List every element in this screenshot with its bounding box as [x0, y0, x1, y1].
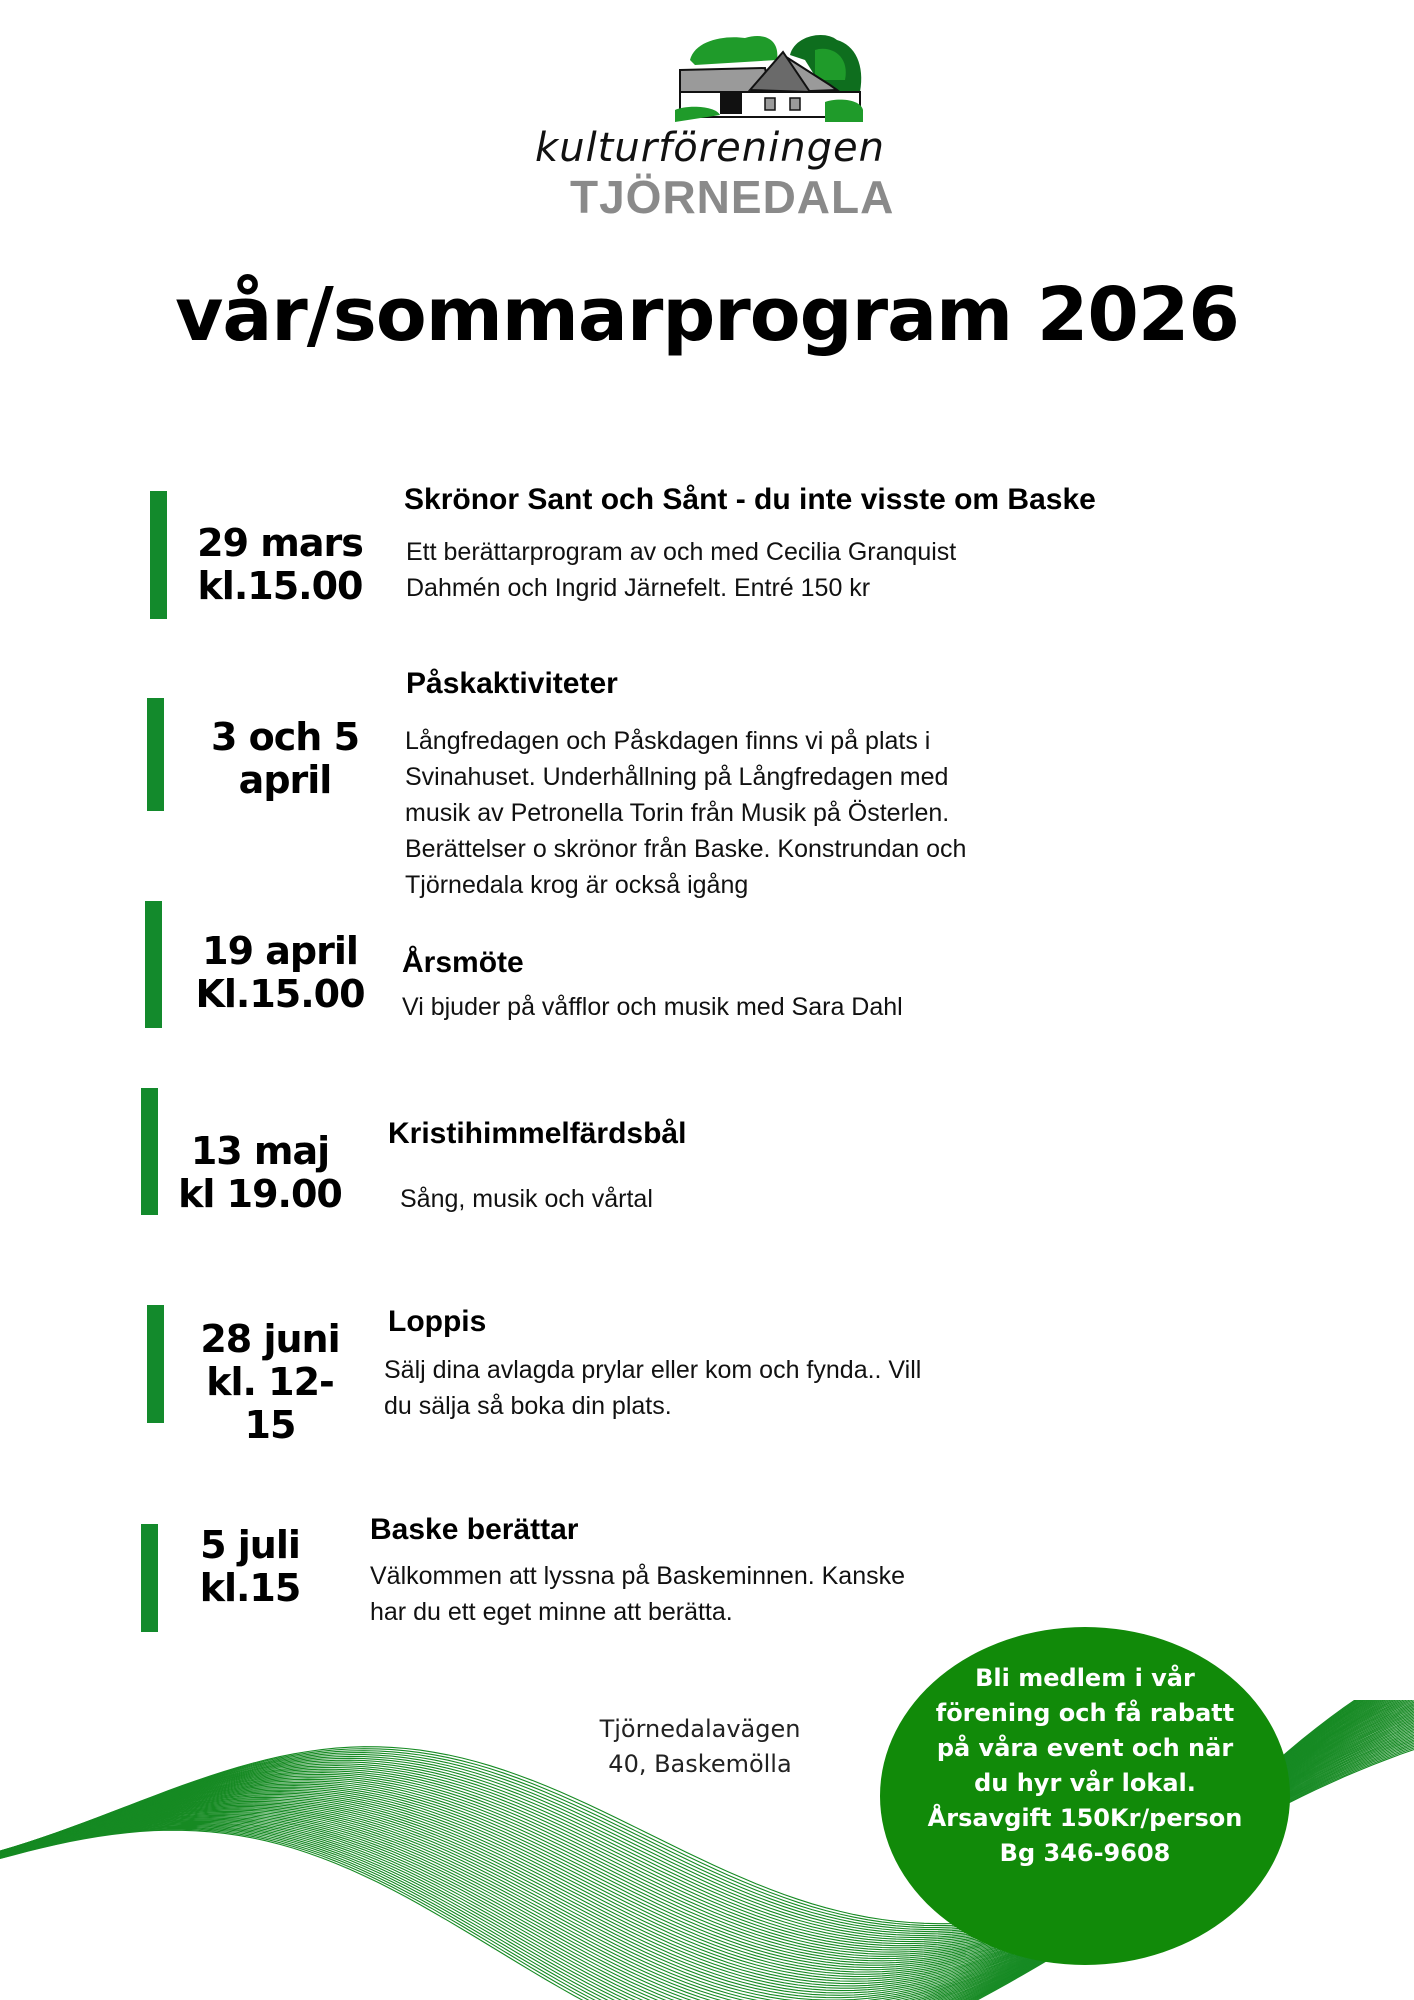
- event-accent-bar: [147, 698, 164, 811]
- event-title: Baske berättar: [370, 1513, 579, 1546]
- event-description-line: Välkommen att lyssna på Baskeminnen. Kanske: [370, 1562, 905, 1590]
- event-time-line: kl. 12-: [206, 1360, 334, 1404]
- membership-line: Årsavgift 150Kr/person: [927, 1804, 1243, 1832]
- event-date: [170, 1130, 350, 1216]
- event-description: [370, 1558, 905, 1630]
- event-date: [180, 522, 380, 608]
- event-time-line: 15: [244, 1403, 296, 1447]
- event-description-line: Berättelser o skrönor från Baske. Konstrundan och: [405, 835, 967, 863]
- event-description: [405, 723, 966, 903]
- event-title: Skrönor Sant och Sånt - du inte visste om Baske: [404, 483, 1096, 516]
- event-date: [180, 930, 380, 1016]
- event-description-line: Långfredagen och Påskdagen finns vi på plats i: [405, 727, 931, 755]
- address-city: 40, Baskemölla: [608, 1750, 792, 1778]
- event-description-line: Dahmén och Ingrid Järnefelt. Entré 150 kr: [406, 574, 871, 602]
- membership-line: på våra event och när: [936, 1734, 1234, 1762]
- event-description-line: har du ett eget minne att berätta.: [370, 1598, 733, 1626]
- event-time-line: Kl.15.00: [195, 972, 365, 1016]
- event-description-line: Vi bjuder på våfflor och musik med Sara Dahl: [402, 993, 903, 1021]
- event-date-line: 19 april: [202, 929, 358, 973]
- event-description-line: musik av Petronella Torin från Musik på Österlen.: [405, 799, 950, 827]
- logo-text-tjornedala: TJÖRNEDALA: [570, 171, 895, 223]
- event-time-line: kl 19.00: [178, 1172, 342, 1216]
- logo: [505, 30, 905, 225]
- event-time-line: april: [238, 758, 332, 802]
- membership-line: Bli medlem i vår: [975, 1664, 1195, 1692]
- event-date: [180, 1318, 360, 1447]
- event-title: Årsmöte: [402, 946, 524, 979]
- event-date-line: 5 juli: [200, 1523, 300, 1567]
- address-street: Tjörnedalavägen: [599, 1715, 801, 1743]
- event-description: [384, 1352, 921, 1424]
- event-date-line: 29 mars: [197, 521, 363, 565]
- event-accent-bar: [141, 1524, 158, 1632]
- event-time-line: kl.15: [199, 1566, 301, 1610]
- event-title: Påskaktiviteter: [406, 667, 618, 700]
- event-date: [190, 716, 380, 802]
- event-date: [170, 1524, 330, 1610]
- event-date-line: 3 och 5: [210, 715, 360, 759]
- event-description: [406, 534, 956, 606]
- event-time-line: kl.15.00: [197, 564, 363, 608]
- event-title: Loppis: [388, 1305, 487, 1338]
- event-accent-bar: [150, 491, 167, 619]
- event-accent-bar: [147, 1305, 164, 1423]
- event-date-line: 13 maj: [190, 1129, 330, 1173]
- event-description-line: Ett berättarprogram av och med Cecilia Granquist: [406, 538, 957, 566]
- event-accent-bar: [145, 901, 162, 1028]
- page-title: vår/sommarprogram 2026: [175, 272, 1239, 358]
- event-description-line: Svinahuset. Underhållning på Långfredagen med: [405, 763, 949, 791]
- event-description-line: Sälj dina avlagda prylar eller kom och fynda.. Vill: [384, 1356, 922, 1384]
- membership-text: [920, 1661, 1250, 1871]
- membership-line: du hyr vår lokal.: [974, 1769, 1196, 1797]
- logo-text-kulturforeningen: kulturföreningen: [535, 125, 885, 171]
- event-accent-bar: [141, 1088, 158, 1215]
- event-description: [402, 989, 903, 1025]
- event-description-line: du sälja så boka din plats.: [384, 1392, 672, 1420]
- membership-line: Bg 346-9608: [999, 1839, 1171, 1867]
- membership-badge: [880, 1627, 1290, 1965]
- event-date-line: 28 juni: [200, 1317, 340, 1361]
- house-illustration: [665, 30, 870, 125]
- event-description-line: Tjörnedala krog är också igång: [405, 871, 749, 899]
- event-description-line: Sång, musik och vårtal: [400, 1185, 653, 1213]
- membership-line: förening och få rabatt: [935, 1699, 1235, 1727]
- event-title: Kristihimmelfärdsbål: [388, 1117, 687, 1150]
- address: [560, 1712, 840, 1782]
- event-description: [400, 1181, 653, 1217]
